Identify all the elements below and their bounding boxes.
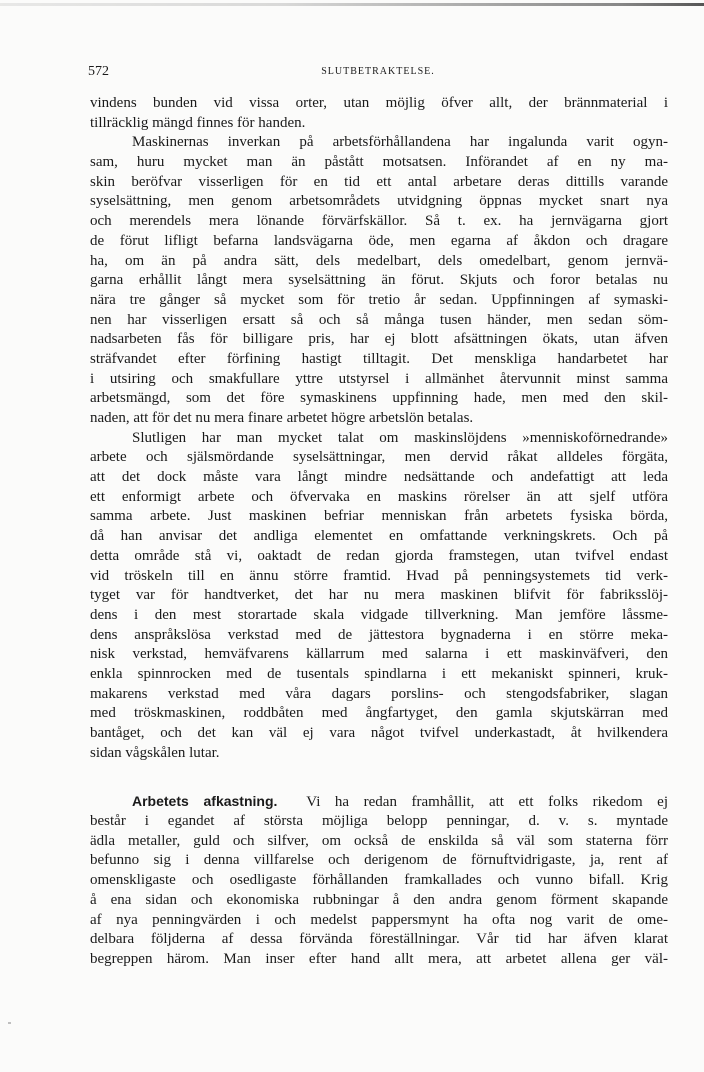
text-line: sam, huru mycket man än påstått motsatsen. Införandet af en ny ma- bbox=[90, 154, 668, 171]
text-line: och merendels mera lönande förvärfskällor. Så t. ex. ha jernvägarna gjort bbox=[90, 213, 668, 230]
text-line: dens i den mest storartade skala vidgade tillverkning. Man jemföre låssme- bbox=[90, 606, 668, 623]
text-line: nära tre gånger så mycket som för tretio år sedan. Uppfinningen af symaski- bbox=[90, 291, 668, 308]
text-line: arbetsmängd, som det före symaskinens uppfinning hade, men med den skil- bbox=[90, 390, 668, 407]
text-line: befunno sig i denna villfarelse och derigenom de förnuftvidrigaste, ja, rent af bbox=[90, 852, 668, 869]
text-line: enkla spinnrocken med de tusentals spindlarna i ett mekaniskt spinneri, kruk- bbox=[90, 665, 668, 682]
text-line: skin beröfvar visserligen för en tid ett antal arbetare deras dittills varande bbox=[90, 173, 668, 190]
running-head: SLUTBETRAKTELSE. bbox=[321, 66, 435, 77]
text-line: af nya penningvärden i och medelst pappersmynt ha ofta nog varit de ome- bbox=[90, 911, 668, 928]
text-line: delbara följderna af dessa förvända föreställningar. Vår tid har äfven klarat bbox=[90, 931, 668, 948]
scan-mark bbox=[8, 1022, 11, 1024]
text-line: arbete och själsmördande syselsättningar, men dervid råkat alldeles förgäta, bbox=[90, 449, 668, 466]
text-line: vindens bunden vid vissa orter, utan möjlig öfver allt, der brännmaterial i bbox=[90, 95, 668, 111]
text-line: nen har visserligen ersatt så och så många tusen händer, men sedan söm- bbox=[90, 311, 668, 328]
text-line: ädla metaller, guld och silfver, om också de enskilda så väl som staterna förr bbox=[90, 832, 668, 849]
text-line: samma arbete. Just maskinen befriar menniskan från arbetets fysiska börda, bbox=[90, 508, 668, 525]
section-spacer bbox=[90, 763, 668, 792]
page-number: 572 bbox=[88, 64, 109, 79]
text-line: bantåget, och det kan väl ej vara något tvifvel underkastadt, åt hvilkendera bbox=[90, 725, 668, 741]
text-line: tillräcklig mängd finnes för handen. bbox=[90, 114, 306, 131]
text-line: då han anvisar det andliga elementet en omfattande verkningskrets. Och på bbox=[90, 528, 668, 545]
text-line: nisk verkstad, hemväfvarens källarrum med salarna i ett maskinväfveri, den bbox=[90, 646, 668, 663]
section-first-line bbox=[90, 792, 668, 812]
text-line: att det dock måste vara långt mindre nedsättande och andefattigt att leda bbox=[90, 469, 668, 486]
section-heading: Arbetets afkastning. bbox=[132, 793, 278, 810]
text-line: sidan vågskålen lutar. bbox=[90, 744, 220, 761]
text-line: dens anspråkslösa verkstad med de jättestora bygnaderna i en större meka- bbox=[90, 626, 668, 643]
text-line: består i egandet af största möjliga belopp penningar, d. v. s. myntade bbox=[90, 813, 668, 830]
page-header bbox=[88, 64, 668, 82]
text-line: Maskinernas inverkan på arbetsförhållandena har ingalunda varit ogyn- bbox=[132, 134, 668, 151]
text-line: med tröskmaskinen, roddbåten med ångfartyget, den gamla skjutskärran med bbox=[90, 705, 668, 722]
text-line: ett enformigt arbete och öfvervaka en maskins rörelser än att sjelf utföra bbox=[90, 488, 668, 505]
text-line: i utsiring och smakfullare yttre utstyrsel i allmänhet återvunnit minst samma bbox=[90, 370, 668, 387]
text-line: naden, att för det nu mera finare arbetet högre arbetslön betalas. bbox=[90, 410, 474, 426]
body-text bbox=[90, 94, 668, 970]
text-line: ha, om än på andra sätt, dels medelbart, dels omedelbart, genom jernvä- bbox=[90, 252, 668, 269]
text-line: å ena sidan och ekonomiska rubbningar å den andra genom förment skapande bbox=[90, 891, 668, 908]
text-line: vid tröskeln till en ännu större framtid. Hvad på penningsystemets tid verk- bbox=[90, 567, 668, 584]
text-line: de förut lifligt befarna landsvägarna öde, men egarna af åkdon och dragare bbox=[90, 232, 668, 249]
text-line: tyget var för handtverket, det har nu mera maskinen blifvit för fabriksslöj- bbox=[90, 587, 668, 604]
section-first-line-text: Vi ha redan framhållit, att ett folks rikedom ej bbox=[306, 794, 668, 811]
text-line: makarens verkstad med våra dagars porslins- och stengodsfabriker, slagan bbox=[90, 685, 668, 702]
text-line: garna erhållit långt mera syselsättning än förut. Skjuts och foror betalas nu bbox=[90, 272, 668, 289]
text-line: nadsarbeten fås för billigare pris, har ej blott afsättningen ökats, utan äfven bbox=[90, 331, 668, 348]
text-line: Slutligen har man mycket talat om maskinslöjdens »menniskoförnedrande» bbox=[132, 429, 668, 446]
text-line: begreppen härom. Man inser efter hand allt mera, att arbetet allena ger väl- bbox=[90, 950, 668, 967]
text-line: sträfvandet efter förfining hastigt tilltagit. Det menskliga handarbetet har bbox=[90, 350, 668, 367]
text-line: omenskligaste och osedligaste förhållanden framkallades och vunno bifall. Krig bbox=[90, 872, 668, 889]
text-line: detta område stå vi, oaktadt de redan gjorda framstegen, utan tvifvel endast bbox=[90, 547, 668, 564]
page-top-edge bbox=[0, 3, 704, 6]
text-line: syselsättning, men genom arbetsområdets utvidgning öppnas mycket snart nya bbox=[90, 193, 668, 210]
